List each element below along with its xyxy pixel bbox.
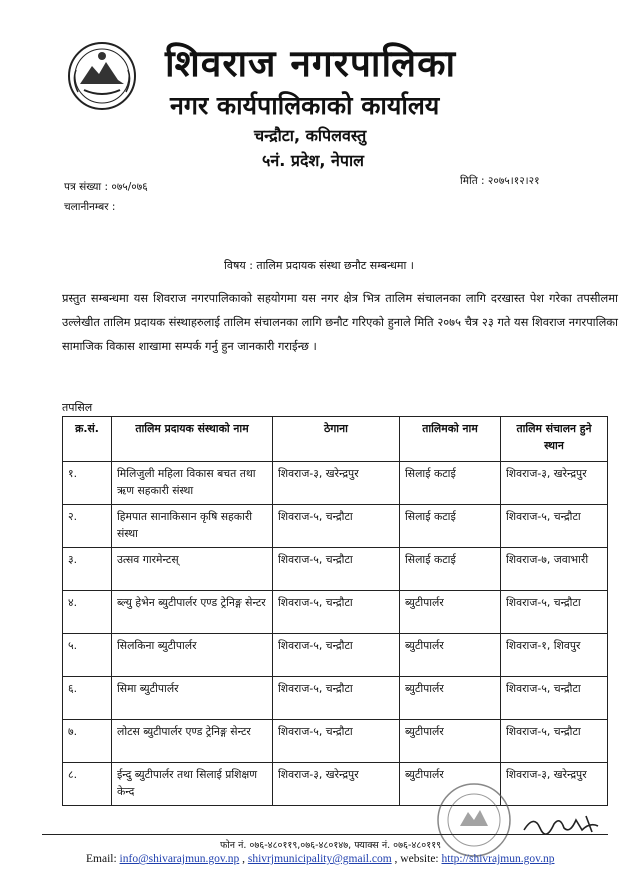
header-training-venue: तालिम संचालन हुने स्थान [501,417,608,462]
cell-training-venue: शिवराज-१, शिवपुर [501,634,608,677]
header-serial: क्र.सं. [63,417,112,462]
table-row [63,548,608,591]
cell-address: शिवराज-३, खरेन्द्रपुर [273,763,400,806]
cell-provider-name: सिलकिना ब्युटीपार्लर [112,634,273,677]
address-line-2: ५नं. प्रदेश, नेपाल [262,151,364,170]
cell-serial: ६. [63,677,112,720]
footer-phone: फोन नं. ०७६-४८०११९,०७६-४८०१४७, फ्याक्स नं. ०७६-४८०११९ [220,840,442,851]
footer-divider [42,834,608,835]
letter-body: प्रस्तुत सम्बन्धमा यस शिवराज नगरपालिकाको सहयोगमा यस नगर क्षेत्र भित्र तालिम संचालनका लागि दरखास्त पेश गरेका तपसीलमा उल्लेखीत तालिम प्रदायक संस्थाहरुलाई तालिम संचालनका लागि छनौट गरिएको हुनाले मिति २०७५ चैत्र २३ गते यस शिवराज नगरपालिका सामाजिक विकास शाखामा सम्पर्क गर्नु हुन जानकारी गराईन्छ । [62,291,618,353]
cell-address: शिवराज-५, चन्द्रौटा [273,505,400,548]
cell-address: शिवराज-५, चन्द्रौटा [273,677,400,720]
table-row [63,763,608,806]
email-label: Email: [86,853,117,865]
reference-number: पत्र संख्या : ०७५/०७६ [64,181,148,193]
cell-training-venue: शिवराज-५, चन्द्रौटा [501,677,608,720]
cell-provider-name: सिमा ब्युटीपार्लर [112,677,273,720]
table-row [63,677,608,720]
cell-training-venue: शिवराज-५, चन्द्रौटा [501,720,608,763]
table-row [63,720,608,763]
letter-date: मिति : २०७५।१२।२१ [460,175,540,187]
cell-provider-name: ब्ल्यु हेभेन ब्युटीपार्लर एण्ड ट्रेनिङ्ग सेन्टर [112,591,273,634]
municipality-title: शिवराज नगरपालिका [165,42,457,85]
letter-subject: विषय : तालिम प्रदायक संस्था छनौट सम्बन्धमा । [224,259,414,272]
cell-training-venue: शिवराज-५, चन्द्रौटा [501,591,608,634]
office-stamp-icon [428,780,520,860]
cell-provider-name: लोटस ब्युटीपार्लर एण्ड ट्रेनिङ्ग सेन्टर [112,720,273,763]
cell-address: शिवराज-५, चन्द्रौटा [273,634,400,677]
cell-training-name: ब्युटीपार्लर [400,720,501,763]
annex-label: तपसिल [62,401,93,414]
cell-provider-name: मिलिजुली महिला विकास बचत तथा ऋण सहकारी संस्था [112,462,273,505]
providers-table [62,416,608,806]
cell-address: शिवराज-५, चन्द्रौटा [273,720,400,763]
cell-training-venue: शिवराज-७, जवाभारी [501,548,608,591]
cell-address: शिवराज-५, चन्द्रौटा [273,548,400,591]
cell-serial: २. [63,505,112,548]
table-row [63,634,608,677]
table-row [63,591,608,634]
office-subtitle: नगर कार्यपालिकाको कार्यालय [170,91,440,120]
cell-address: शिवराज-५, चन्द्रौटा [273,591,400,634]
cell-training-name: ब्युटीपार्लर [400,677,501,720]
email-link-info[interactable]: info@shivarajmun.gov.np [119,853,240,865]
address-line-1: चन्द्रौटा, कपिलवस्तु [254,126,367,145]
table-row [63,462,608,505]
cell-provider-name: ईन्दु ब्युटीपार्लर तथा सिलाई प्रशिक्षण केन्द [112,763,273,806]
header-training-name: तालिमको नाम [400,417,501,462]
cell-training-name: सिलाई कटाई [400,505,501,548]
header-provider-name: तालिम प्रदायक संस्थाको नाम [112,417,273,462]
cell-provider-name: उत्सव गारमेन्टस् [112,548,273,591]
cell-training-name: सिलाई कटाई [400,462,501,505]
website-label: , website: [394,853,439,865]
cell-serial: ४. [63,591,112,634]
cell-serial: ५. [63,634,112,677]
cell-training-venue: शिवराज-३, खरेन्द्रपुर [501,763,608,806]
cell-training-venue: शिवराज-३, खरेन्द्रपुर [501,462,608,505]
cell-provider-name: हिमपात सानाकिसान कृषि सहकारी संस्था [112,505,273,548]
cell-training-venue: शिवराज-५, चन्द्रौटा [501,505,608,548]
table-header-row [63,417,608,462]
email-link-gmail[interactable]: shivrjmunicipality@gmail.com [247,853,392,865]
cell-training-name: ब्युटीपार्लर [400,634,501,677]
cell-serial: ७. [63,720,112,763]
table-row [63,505,608,548]
dispatch-number: चलानीनम्बर : [64,201,116,213]
footer-contact [86,853,554,865]
header-address: ठेगाना [273,417,400,462]
cell-serial: ८. [63,763,112,806]
website-link[interactable]: http://shivrajmun.gov.np [441,853,555,865]
cell-training-name: ब्युटीपार्लर [400,591,501,634]
email-separator: , [242,853,246,865]
cell-serial: १. [63,462,112,505]
cell-training-name: सिलाई कटाई [400,548,501,591]
cell-training-name: ब्युटीपार्लर [400,763,501,806]
cell-address: शिवराज-३, खरेन्द्रपुर [273,462,400,505]
nepal-emblem-icon [66,40,138,112]
cell-serial: ३. [63,548,112,591]
